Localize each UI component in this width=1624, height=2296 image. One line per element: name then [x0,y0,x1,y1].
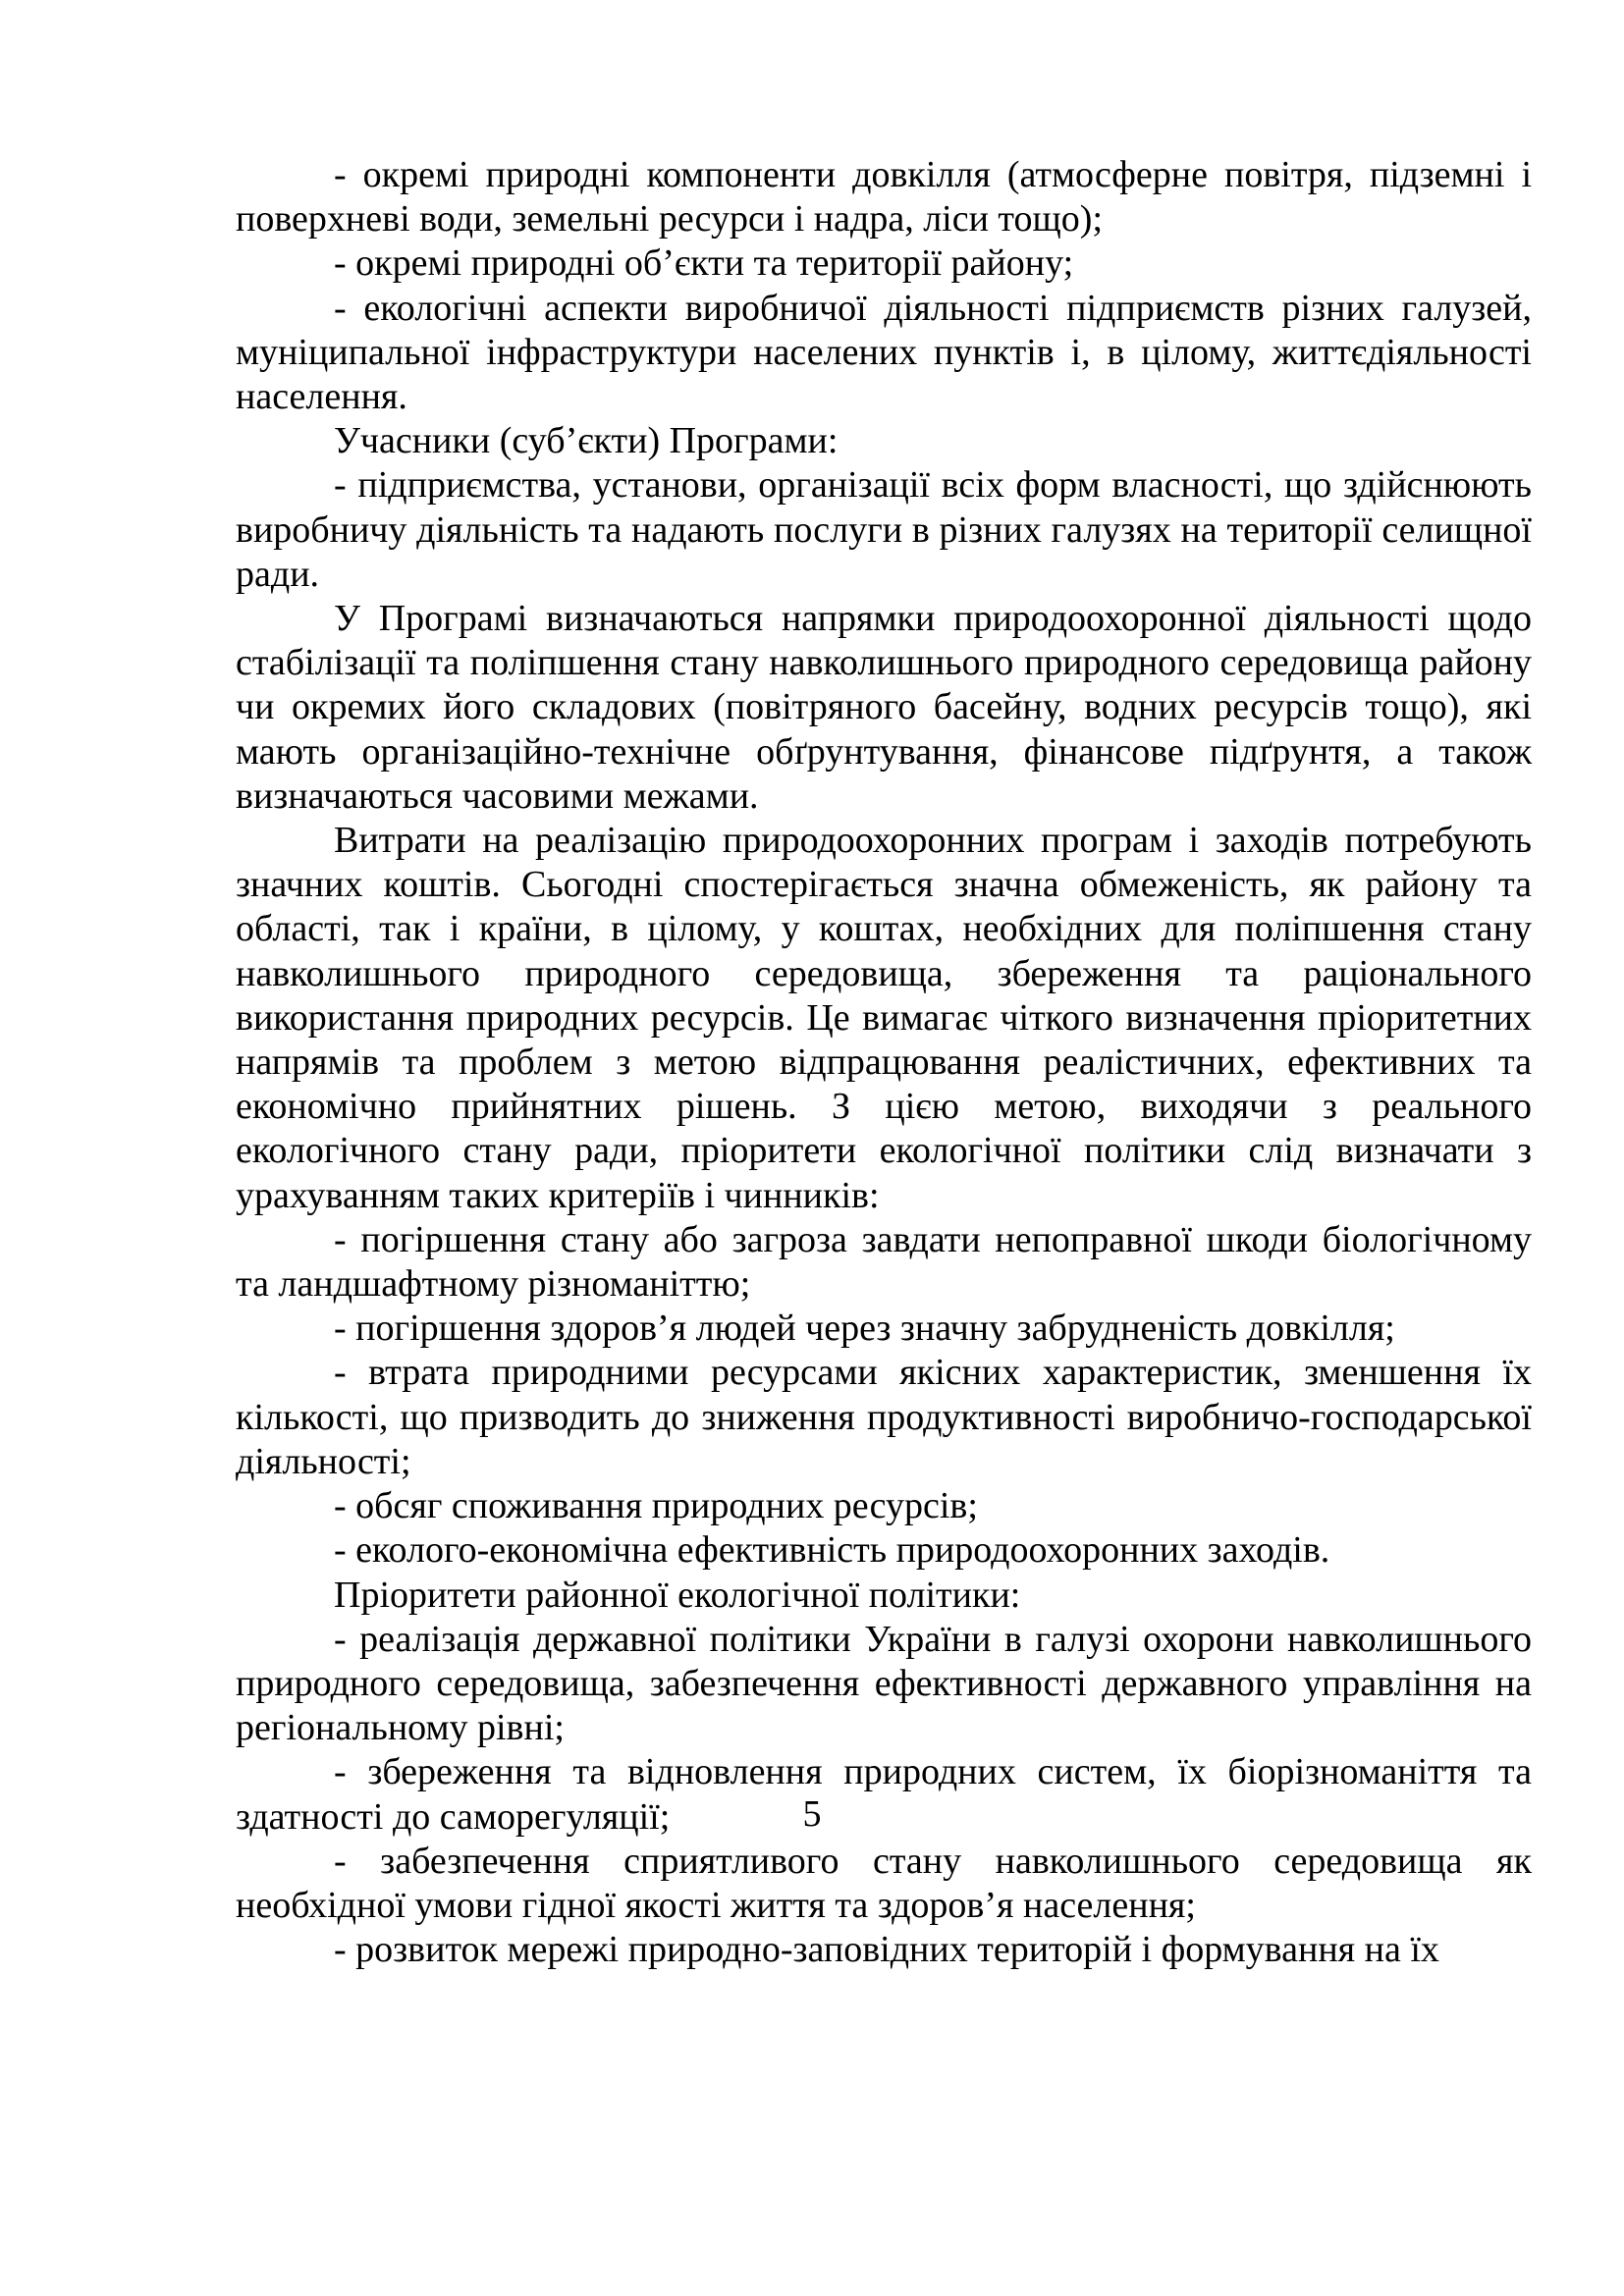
paragraph-criterion-efficiency: - еколого-економічна ефективність природоохоронних заходів. [334,1529,1330,1572]
paragraph-priority-natural-systems: - збереження та відновлення природних систем, їх біорізноманіття та здатності до саморегуляції; [236,1751,1532,1838]
paragraph-priority-favorable-environment: - забезпечення сприятливого стану навколишнього середовища як необхідної умови гідної якості життя та здоров’я населення; [236,1840,1532,1926]
paragraph-criterion-resource-loss: - втрата природними ресурсами якісних характеристик, зменшення їх кількості, що призводить до зниження продуктивності виробничо-господарської діяльності; [236,1352,1532,1482]
paragraph-expenses: Витрати на реалізацію природоохоронних програм і заходів потребують значних коштів. Сьогодні спостерігається значна обмеженість, як району та області, так і країни, в цілому, у коштах, необхідних для поліпшення стану навколишнього природного середовища, збереження та раціонального використання природних ресурсів. Це вимагає чіткого визначення пріоритетних напрямів та проблем з метою відпрацювання реалістичних, ефективних та економічно прийнятних рішень. З цією метою, виходячи з реального екологічного стану ради, пріоритети екологічної політики слід визначати з урахуванням таких критеріїв і чинників: [236,820,1532,1216]
paragraph-natural-components: - окремі природні компоненти довкілля (атмосферне повітря, підземні і поверхневі води, земельні ресурси і надра, ліси тощо); [236,154,1532,240]
paragraph-criterion-health: - погіршення здоров’я людей через значну забрудненість довкілля; [334,1308,1395,1350]
paragraph-participants-heading: Учасники (суб’єкти) Програми: [334,420,839,462]
paragraph-priority-state-policy: - реалізація державної політики України в галузі охорони навколишнього природного середовища, забезпечення ефективності державного управління на регіональному рівні; [236,1618,1532,1749]
paragraph-priorities-heading: Пріоритети районної екологічної політики: [334,1574,1021,1616]
paragraph-criterion-biodiversity: - погіршення стану або загроза завдати непоправної шкоди біологічному та ландшафтному різноманіттю; [236,1218,1532,1306]
paragraph-natural-objects: - окремі природні об’єкти та території району; [334,242,1074,285]
document-body [236,153,1532,1972]
paragraph-criterion-consumption: - обсяг споживання природних ресурсів; [334,1485,978,1527]
paragraph-priority-reserve-network: - розвиток мережі природно-заповідних територій і формування на їх [334,1929,1439,1971]
paragraph-enterprises: - підприємства, установи, організації всіх форм власності, що здійснюють виробничу діяльність та надають послуги в різних галузях на території селищної ради. [236,464,1532,595]
paragraph-program-directions: У Програмі визначаються напрямки природоохоронної діяльності щодо стабілізації та поліпшення стану навколишнього природного середовища району чи окремих його складових (повітряного басейну, водних ресурсів тощо), які мають організаційно-технічне обґрунтування, фінансове підґрунтя, а також визначаються часовими межами. [236,598,1532,817]
paragraph-ecological-aspects: - екологічні аспекти виробничої діяльності підприємств різних галузей, муніципальної інфраструктури населених пунктів і, в цілому, життєдіяльності населення. [236,287,1532,418]
page-number: 5 [802,1793,822,1835]
